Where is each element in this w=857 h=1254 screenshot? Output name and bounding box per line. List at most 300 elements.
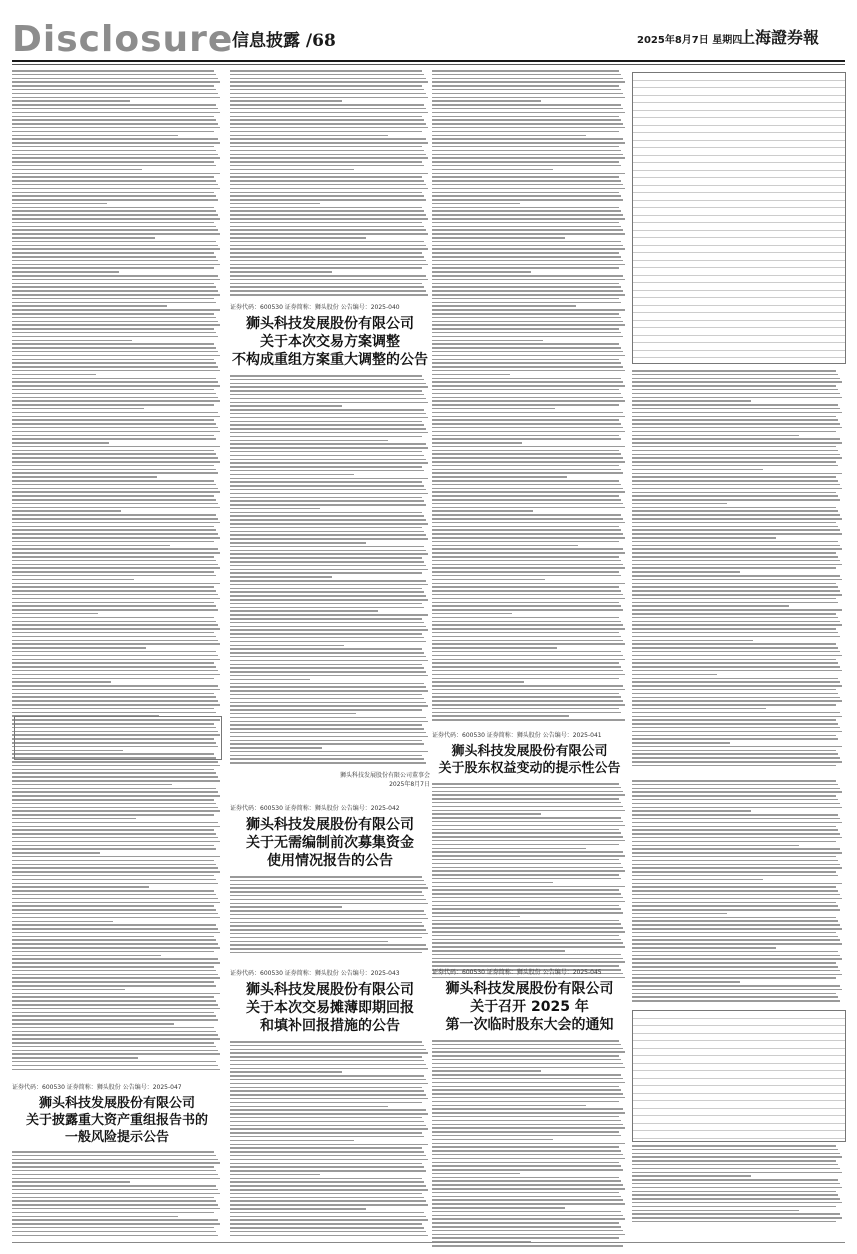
table-row <box>633 238 845 246</box>
text-line <box>12 1208 220 1210</box>
table-row <box>633 223 845 231</box>
text-line <box>632 643 836 645</box>
text-line <box>432 340 543 342</box>
text-line <box>12 943 218 945</box>
text-line <box>432 859 619 861</box>
text-line <box>12 237 155 239</box>
text-line <box>12 761 218 763</box>
notice-body <box>12 1151 222 1241</box>
text-line <box>632 902 836 904</box>
text-line <box>230 1049 426 1051</box>
text-line <box>632 427 842 429</box>
text-line <box>230 375 422 377</box>
text-line <box>632 1187 842 1189</box>
text-line <box>12 670 218 672</box>
text-line <box>230 256 424 258</box>
text-line <box>12 507 220 509</box>
notice-title-line: 狮头科技发展股份有限公司 <box>38 1096 195 1111</box>
text-line <box>230 1189 428 1191</box>
text-line <box>12 173 220 175</box>
text-line <box>12 252 214 254</box>
text-line <box>632 636 840 638</box>
text-line <box>632 579 842 581</box>
notice-dilution <box>230 968 430 1241</box>
text-line <box>432 666 621 668</box>
text-line <box>632 594 842 596</box>
text-line <box>230 679 310 681</box>
text-line <box>230 154 426 156</box>
proposal-table <box>632 72 846 364</box>
text-line <box>12 936 214 938</box>
text-line <box>230 542 366 544</box>
text-line <box>12 856 220 858</box>
text-line <box>230 736 428 738</box>
notice-fund-usage <box>230 803 430 956</box>
text-line <box>12 256 216 258</box>
text-line <box>432 271 531 273</box>
text-line <box>230 694 422 696</box>
text-line <box>12 450 214 452</box>
text-line <box>12 1031 216 1033</box>
text-line <box>12 157 220 159</box>
table-row <box>633 186 845 194</box>
text-line <box>632 435 799 437</box>
text-line <box>432 438 621 440</box>
text-line <box>632 799 838 801</box>
table-row <box>633 351 845 359</box>
text-line <box>632 514 840 516</box>
text-line <box>230 1197 424 1199</box>
text-line <box>632 1202 842 1204</box>
text-line <box>432 583 625 585</box>
table-row <box>633 1116 845 1124</box>
text-line <box>12 146 214 148</box>
text-line <box>632 621 840 623</box>
text-line <box>12 875 214 877</box>
text-line <box>230 405 342 407</box>
text-line <box>432 131 619 133</box>
text-line <box>632 408 840 410</box>
text-line <box>230 146 422 148</box>
text-line <box>432 541 619 543</box>
text-line <box>432 855 625 857</box>
text-line <box>632 609 842 611</box>
text-line <box>632 541 838 543</box>
text-line <box>12 150 216 152</box>
text-line <box>432 1162 619 1164</box>
notice-title <box>230 816 430 870</box>
text-line <box>432 431 625 433</box>
text-line <box>432 1180 621 1182</box>
text-line <box>632 697 840 699</box>
text-line <box>432 901 625 903</box>
table-row <box>633 1071 845 1079</box>
text-line <box>12 169 142 171</box>
text-line <box>432 518 623 520</box>
text-line <box>12 605 216 607</box>
text-line <box>12 488 218 490</box>
text-line <box>432 802 621 804</box>
text-line <box>230 290 426 292</box>
text-line <box>632 738 838 740</box>
text-line <box>12 810 220 812</box>
text-line <box>12 214 218 216</box>
text-line <box>432 1196 621 1198</box>
text-line <box>632 457 842 459</box>
text-line <box>12 1151 214 1153</box>
text-line <box>12 404 214 406</box>
text-line <box>12 894 216 896</box>
text-line <box>12 1174 218 1176</box>
text-line <box>632 1168 840 1170</box>
text-line <box>230 519 426 521</box>
text-line <box>632 412 842 414</box>
text-line <box>632 788 840 790</box>
text-line <box>230 534 426 536</box>
text-line <box>12 127 220 129</box>
text-line <box>632 845 799 847</box>
text-line <box>12 290 218 292</box>
text-line <box>432 157 625 159</box>
text-line <box>230 1174 320 1176</box>
text-line <box>12 218 220 220</box>
text-line <box>12 678 214 680</box>
text-line <box>12 229 218 231</box>
text-line <box>230 937 422 939</box>
text-line <box>230 78 426 80</box>
text-line <box>230 497 422 499</box>
text-line <box>230 1216 426 1218</box>
text-line <box>432 844 619 846</box>
text-line <box>12 119 216 121</box>
notice-date: 2025年8月7日 <box>389 781 430 788</box>
text-line <box>632 1191 836 1193</box>
text-line <box>432 366 623 368</box>
text-line <box>230 614 428 616</box>
text-line <box>632 761 842 763</box>
text-line <box>432 192 619 194</box>
text-line <box>632 651 840 653</box>
text-line <box>12 275 218 277</box>
text-line <box>230 660 428 662</box>
text-line <box>230 876 422 878</box>
text-line <box>432 1105 586 1107</box>
text-line <box>12 336 218 338</box>
text-line <box>432 142 625 144</box>
text-line <box>12 545 170 547</box>
text-line <box>12 788 216 790</box>
text-line <box>432 488 623 490</box>
text-line <box>632 1217 842 1219</box>
text-line <box>230 218 428 220</box>
text-line <box>432 522 625 524</box>
text-line <box>12 977 220 979</box>
text-line <box>12 279 220 281</box>
text-line <box>12 355 220 357</box>
text-line <box>632 837 842 839</box>
text-line <box>632 442 842 444</box>
text-line <box>632 1221 836 1223</box>
text-line <box>632 381 842 383</box>
text-line <box>432 472 623 474</box>
text-line <box>12 917 220 919</box>
table-row <box>633 231 845 239</box>
text-line <box>12 283 214 285</box>
text-line <box>12 195 216 197</box>
text-line <box>12 510 121 512</box>
text-line <box>12 837 218 839</box>
text-line <box>12 696 216 698</box>
text-line <box>432 817 621 819</box>
text-line <box>432 1074 621 1076</box>
text-line <box>432 617 619 619</box>
text-line <box>432 165 621 167</box>
text-line <box>230 880 424 882</box>
text-line <box>632 993 836 995</box>
text-line <box>632 784 838 786</box>
text-line <box>230 1064 426 1066</box>
notice-meta: 证券代码：600530 证券简称：狮头股份 公告编号：2025-045 <box>432 969 602 976</box>
text-line <box>432 188 625 190</box>
table-row <box>633 246 845 254</box>
text-line <box>230 451 422 453</box>
text-line <box>12 1057 138 1059</box>
text-line <box>230 1113 428 1115</box>
text-line <box>632 583 836 585</box>
text-line <box>230 929 426 931</box>
text-line <box>432 556 619 558</box>
text-line <box>632 856 836 858</box>
text-line <box>632 617 838 619</box>
text-line <box>230 633 422 635</box>
text-line <box>632 1210 799 1212</box>
text-line <box>632 841 836 843</box>
text-line <box>432 173 625 175</box>
text-line <box>230 504 426 506</box>
text-line <box>12 484 216 486</box>
text-line <box>632 860 838 862</box>
text-line <box>12 264 220 266</box>
column-4-lower-body <box>632 780 844 1005</box>
text-line <box>230 595 426 597</box>
text-line <box>432 408 555 410</box>
text-line <box>432 829 619 831</box>
text-line <box>230 119 424 121</box>
text-line <box>230 1071 342 1073</box>
text-line <box>12 860 214 862</box>
text-line <box>432 305 576 307</box>
text-line <box>632 852 842 854</box>
text-line <box>432 1234 625 1236</box>
text-line <box>12 1235 218 1237</box>
text-line <box>432 176 619 178</box>
text-line <box>230 584 428 586</box>
text-line <box>432 161 619 163</box>
text-line <box>432 674 625 676</box>
text-line <box>230 1121 424 1123</box>
text-line <box>432 1086 619 1088</box>
text-line <box>432 332 621 334</box>
text-line <box>12 1197 214 1199</box>
text-line <box>12 313 214 315</box>
text-line <box>432 590 621 592</box>
table-row <box>633 96 845 104</box>
table-row <box>633 216 845 224</box>
text-line <box>230 675 428 677</box>
text-line <box>12 609 218 611</box>
text-line <box>230 283 422 285</box>
text-line <box>632 438 840 440</box>
text-line <box>230 1163 422 1165</box>
text-line <box>12 1019 218 1021</box>
text-line <box>432 598 625 600</box>
text-line <box>432 1139 553 1141</box>
text-line <box>632 795 836 797</box>
table-row <box>633 1131 845 1139</box>
text-line <box>432 267 619 269</box>
text-line <box>12 602 214 604</box>
text-line <box>12 207 214 209</box>
text-line <box>432 863 621 865</box>
text-line <box>12 681 111 683</box>
text-line <box>230 527 422 529</box>
text-line <box>432 416 625 418</box>
notice-shareholder-meeting <box>432 967 627 1250</box>
text-line <box>230 588 422 590</box>
text-line <box>230 443 426 445</box>
text-line <box>632 681 840 683</box>
table-row <box>633 178 845 186</box>
text-line <box>12 1181 130 1183</box>
text-line <box>632 533 842 535</box>
text-line <box>230 508 320 510</box>
text-line <box>432 670 623 672</box>
text-line <box>12 833 216 835</box>
text-line <box>12 776 218 778</box>
text-line <box>632 917 836 919</box>
text-line <box>230 394 424 396</box>
text-line <box>432 1120 621 1122</box>
text-line <box>432 214 623 216</box>
notice-title-line: 关于召开 2025 年 <box>470 999 589 1015</box>
text-line <box>12 385 220 387</box>
notice-title-line: 关于股东权益变动的提示性公告 <box>438 761 621 776</box>
text-line <box>230 1041 422 1043</box>
text-line <box>12 138 218 140</box>
text-line <box>632 791 842 793</box>
table-row <box>633 73 845 81</box>
table-row <box>633 1041 845 1049</box>
text-line <box>12 529 216 531</box>
text-line <box>12 97 220 99</box>
text-line <box>12 928 218 930</box>
text-line <box>230 1208 366 1210</box>
text-line <box>632 1213 840 1215</box>
text-line <box>432 1165 621 1167</box>
text-line <box>12 1178 220 1180</box>
text-line <box>12 526 214 528</box>
text-line <box>12 564 218 566</box>
text-line <box>230 652 424 654</box>
text-line <box>632 890 838 892</box>
text-line <box>230 184 426 186</box>
notice-meta: 证券代码：600530 证券简称：狮头股份 公告编号：2025-043 <box>230 970 400 977</box>
text-line <box>12 222 214 224</box>
text-line <box>432 210 621 212</box>
text-line <box>12 260 218 262</box>
text-line <box>432 1150 621 1152</box>
text-line <box>230 1147 422 1149</box>
text-line <box>632 928 842 930</box>
text-line <box>230 1102 422 1104</box>
text-line <box>432 923 621 925</box>
text-line <box>632 564 842 566</box>
text-line <box>432 851 623 853</box>
text-line <box>632 1156 842 1158</box>
text-line <box>12 552 220 554</box>
text-line <box>432 1063 623 1065</box>
text-line <box>12 294 220 296</box>
text-line <box>632 632 838 634</box>
text-line <box>230 1094 426 1096</box>
text-line <box>230 260 426 262</box>
text-line <box>12 617 214 619</box>
text-line <box>432 806 623 808</box>
text-line <box>230 379 424 381</box>
text-line <box>230 1117 422 1119</box>
text-line <box>12 248 220 250</box>
text-line <box>12 966 214 968</box>
text-line <box>12 712 216 714</box>
text-line <box>432 886 625 888</box>
text-line <box>230 233 428 235</box>
text-line <box>632 518 842 520</box>
text-line <box>12 1170 216 1172</box>
text-line <box>230 127 428 129</box>
text-line <box>432 1199 623 1201</box>
text-line <box>12 446 220 448</box>
text-line <box>432 1173 520 1175</box>
text-line <box>12 123 218 125</box>
text-line <box>632 829 838 831</box>
text-line <box>432 893 621 895</box>
text-line <box>230 252 422 254</box>
text-line <box>230 648 422 650</box>
text-line <box>432 621 621 623</box>
text-line <box>230 383 426 385</box>
text-line <box>12 381 218 383</box>
text-line <box>230 462 428 464</box>
text-line <box>12 1159 218 1161</box>
text-line <box>230 910 424 912</box>
text-line <box>632 716 842 718</box>
text-line <box>12 1227 214 1229</box>
text-line <box>230 455 424 457</box>
text-line <box>632 397 842 399</box>
text-line <box>432 867 623 869</box>
text-line <box>230 713 356 715</box>
text-line <box>432 689 625 691</box>
text-line <box>12 518 218 520</box>
text-line <box>432 1154 623 1156</box>
text-line <box>432 298 619 300</box>
text-line <box>432 848 586 850</box>
text-line <box>12 1015 216 1017</box>
text-line <box>432 484 621 486</box>
text-line <box>12 271 119 273</box>
text-line <box>230 1125 426 1127</box>
text-line <box>632 1172 842 1174</box>
